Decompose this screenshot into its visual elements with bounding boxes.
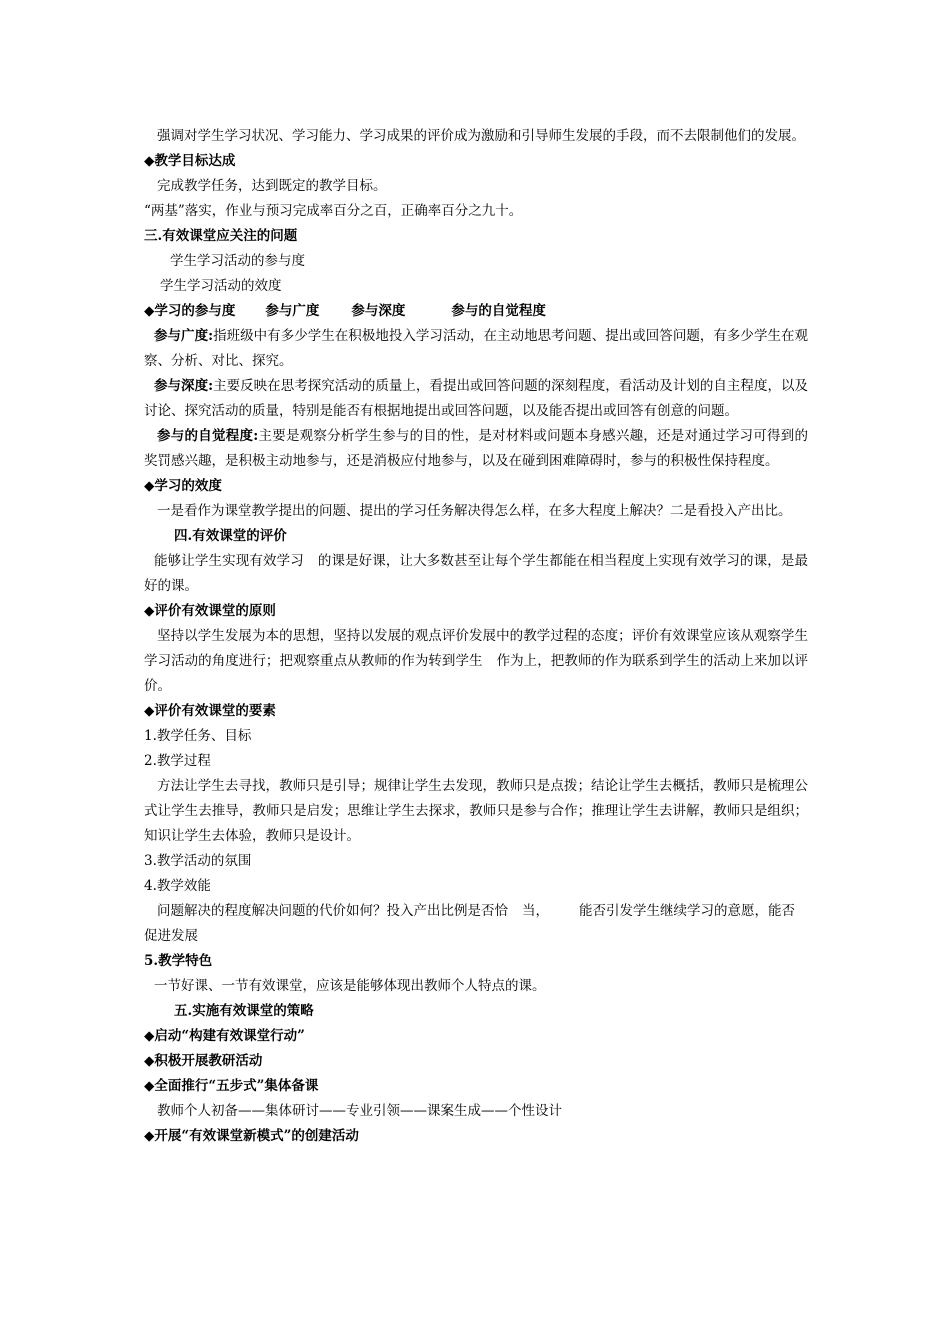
paragraph-consciousness: 参与的自觉程度:主要是观察分析学生参与的目的性，是对材料或问题本身感兴趣，还是对通过学习可得到的奖罚感兴趣，是积极主动地参与，还是消极应付地参与，以及在碰到困难障碍时，参与的积极性保持程度。 <box>144 428 809 469</box>
paragraph: 一节好课、一节有效课堂，应该是能够体现出教师个人特点的课。 <box>154 978 546 994</box>
paragraph: 方法让学生去寻找，教师只是引导；规律让学生去发现，教师只是点拨；结论让学生去概括，教师只是梳理公式让学生去推导，教师只是启发；思维让学生去探求，教师只是参与合作；推理让学生去讲解，教师只是组织；知识让学生去体验，教师只是设计。 <box>144 778 808 844</box>
heading-section-4: 四.有效课堂的评价 <box>174 528 287 544</box>
list-item: 2.教学过程 <box>144 753 211 769</box>
paragraph: 一是看作为课堂教学提出的问题、提出的学习任务解决得怎么样，在多大程度上解决？二是看投入产出比。 <box>157 503 792 519</box>
heading-elements: ◆评价有效课堂的要素 <box>144 703 276 719</box>
heading-section-5: 五.实施有效课堂的策略 <box>174 1003 314 1019</box>
heading-participation: ◆学习的参与度 参与广度 参与深度 参与的自觉程度 <box>144 303 546 319</box>
document-body <box>144 124 808 1149</box>
heading-goal: ◆教学目标达成 <box>144 153 236 169</box>
list-item: 学生学习活动的效度 <box>160 278 282 294</box>
list-item: 3.教学活动的氛围 <box>144 853 252 869</box>
heading-feature: 5.教学特色 <box>144 953 213 969</box>
heading-effect: ◆学习的效度 <box>144 478 222 494</box>
paragraph-breadth: 参与广度:指班级中有多少学生在积极地投入学习活动，在主动地思考问题、提出或回答问题，有多少学生在观察、分析、对比、探究。 <box>144 328 809 369</box>
paragraph: 问题解决的程度解决问题的代价如何？投入产出比例是否恰 当， 能否引发学生继续学习的意愿，能否促进发展 <box>144 903 795 944</box>
paragraph: 坚持以学生发展为本的思想，坚持以发展的观点评价发展中的教学过程的态度；评价有效课堂应该从观察学生学习活动的角度进行；把观察重点从教师的作为转到学生 作为上，把教师的作为联系到学生的活动上来加以评价。 <box>144 628 809 694</box>
paragraph: 完成教学任务，达到既定的教学目标。 <box>157 178 387 194</box>
list-item: 1.教学任务、目标 <box>144 728 252 744</box>
paragraph: “两基”落实，作业与预习完成率百分之百，正确率百分之九十。 <box>144 203 523 219</box>
list-item: ◆开展“有效课堂新模式”的创建活动 <box>144 1128 359 1144</box>
heading-section-3: 三.有效课堂应关注的问题 <box>144 228 298 244</box>
list-item: ◆启动“构建有效课堂行动” <box>144 1028 305 1044</box>
heading-principle: ◆评价有效课堂的原则 <box>144 603 276 619</box>
list-item: 学生学习活动的参与度 <box>170 253 305 269</box>
paragraph: 教师个人初备——集体研讨——专业引领——课案生成——个性设计 <box>157 1103 562 1119</box>
list-item: 4.教学效能 <box>144 878 211 894</box>
list-item: ◆全面推行“五步式”集体备课 <box>144 1078 319 1094</box>
paragraph: 强调对学生学习状况、学习能力、学习成果的评价成为激励和引导师生发展的手段，而不去限制他们的发展。 <box>157 128 805 144</box>
paragraph: 能够让学生实现有效学习 的课是好课，让大多数甚至让每个学生都能在相当程度上实现有效学习的课，是最好的课。 <box>144 553 809 594</box>
paragraph-depth: 参与深度:主要反映在思考探究活动的质量上，看提出或回答问题的深刻程度，看活动及计划的自主程度，以及讨论、探究活动的质量，特别是能否有根据地提出或回答问题，以及能否提出或回答有创意的问题。 <box>144 378 809 419</box>
list-item: ◆积极开展教研活动 <box>144 1053 263 1069</box>
